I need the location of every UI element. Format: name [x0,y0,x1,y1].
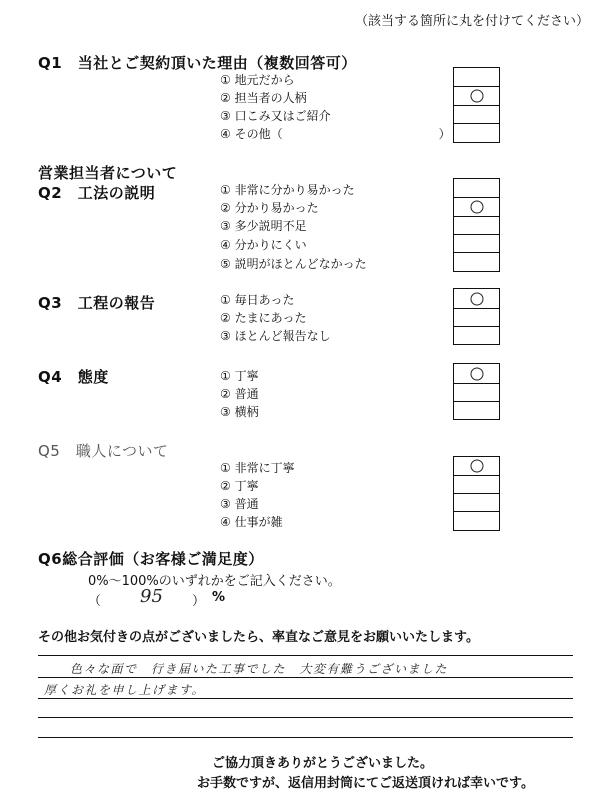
q4-title: Q4 態度 [38,368,109,386]
circle-mark-icon [470,90,483,103]
q2-option-2: ② 分かり易かった [220,201,319,215]
q6-title: Q6総合評価（お客様ご満足度） [38,550,264,568]
circle-mark-icon [470,367,483,380]
q4-option-1: ① 丁寧 [220,369,259,383]
q5-cell-1[interactable] [454,457,499,475]
footer-return-note: お手数ですが、返信用封筒にてご返送頂ければ幸いです。 [197,776,534,791]
q2-option-3: ③ 多少説明不足 [220,219,307,233]
q5-option-2: ② 丁寧 [220,479,259,493]
q5-option-1: ① 非常に丁寧 [220,461,295,475]
q3-option-2: ② たまにあった [220,311,307,325]
q2-cell-1[interactable] [454,179,499,197]
q1-option-2: ② 担当者の人柄 [220,91,307,105]
q3-cell-2[interactable] [454,308,499,326]
q1-option-3: ③ 口こみ又はご紹介 [220,109,331,123]
q1-title: Q1 当社とご契約頂いた理由（複数回答可） [38,54,357,72]
circle-mark-icon [470,292,483,305]
q1-cell-2[interactable] [454,86,499,105]
q6-subtitle: 0%～100%のいずれかをご記入ください。 [88,574,341,589]
section-sales-heading: 営業担当者について [38,164,178,182]
q3-cell-1[interactable] [454,289,499,308]
q2-option-1: ① 非常に分かり易かった [220,183,355,197]
q4-answer-box [453,363,500,420]
q4-option-2: ② 普通 [220,387,259,401]
comment-line-2-rule [38,677,573,678]
circle-mark-icon [470,460,483,473]
q1-cell-3[interactable] [454,105,499,123]
q1-cell-4[interactable] [454,123,499,141]
footer-thanks: ご協力頂きありがとうございました。 [212,756,434,771]
q4-option-3: ③ 横柄 [220,405,259,419]
q2-answer-box [453,178,500,272]
q4-cell-1[interactable] [454,364,499,383]
q2-option-4: ④ 分かりにくい [220,238,307,252]
comment-line-4-rule [38,717,573,718]
q5-cell-3[interactable] [454,493,499,511]
comments-prompt: その他お気付きの点がございましたら、率直なご意見をお願いいたします。 [38,630,479,645]
q3-cell-3[interactable] [454,326,499,344]
q6-percent-unit: % [212,590,226,605]
q5-option-3: ③ 普通 [220,497,259,511]
q1-cell-1[interactable] [454,68,499,86]
q4-cell-2[interactable] [454,383,499,401]
q4-cell-3[interactable] [454,401,499,419]
q2-cell-5[interactable] [454,252,499,270]
q6-satisfaction-value[interactable]: 95 [140,586,163,607]
q5-cell-2[interactable] [454,475,499,493]
q2-cell-2[interactable] [454,197,499,216]
q3-option-3: ③ ほとんど報告なし [220,329,331,343]
q2-cell-4[interactable] [454,234,499,252]
comment-line-1-rule [38,655,573,656]
q1-option-1: ① 地元だから [220,73,295,87]
circle-mark-icon [470,201,483,214]
q6-close-paren: ） [192,594,206,609]
comment-line-3-rule [38,698,573,699]
q5-cell-4[interactable] [454,511,499,529]
q1-option-4: ④ その他（ ） [220,127,451,141]
q6-open-paren: （ [88,594,102,609]
q3-title: Q3 工程の報告 [38,294,156,312]
instruction-text: （該当する箇所に丸を付けてください） [355,14,590,29]
comment-line-5-rule [38,737,573,738]
q5-answer-box [453,456,500,531]
q5-title: Q5 職人について [38,442,169,460]
comment-handwritten-line-2[interactable]: 厚くお礼を申し上げます。 [44,683,206,697]
q1-answer-box [453,67,500,143]
q2-option-5: ⑤ 説明がほとんどなかった [220,257,367,271]
q2-title: Q2 工法の説明 [38,184,156,202]
q5-option-4: ④ 仕事が雑 [220,515,283,529]
q2-cell-3[interactable] [454,216,499,234]
comment-handwritten-line-1[interactable]: 色々な面で 行き届いた工事でした 大変有難うございました [70,662,449,676]
q3-option-1: ① 毎日あった [220,293,295,307]
q3-answer-box [453,288,500,345]
